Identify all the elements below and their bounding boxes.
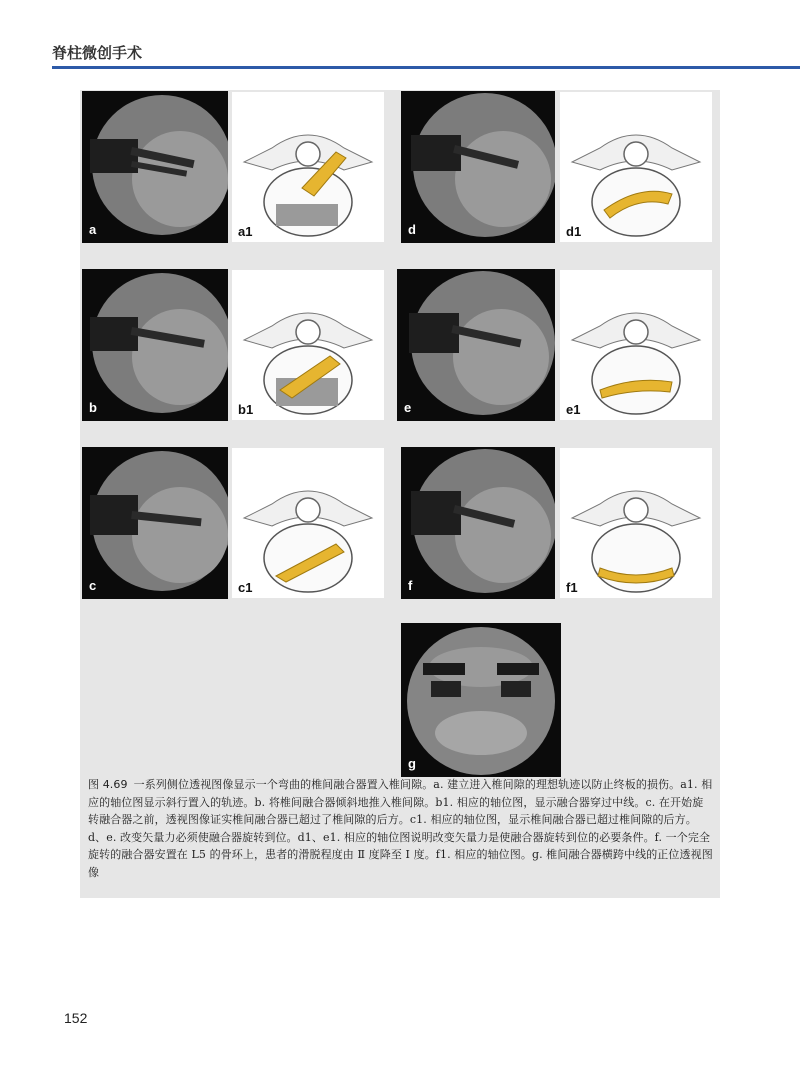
xray-panel-f — [401, 447, 555, 599]
axial-panel-a1 — [232, 92, 384, 242]
axial-panel-e1 — [560, 270, 712, 420]
running-header: 脊柱微创手术 — [52, 44, 143, 62]
xray-image-b — [82, 269, 228, 421]
page-number: 152 — [64, 1010, 88, 1026]
xray-panel-a — [82, 91, 228, 243]
xray-image-e — [397, 269, 555, 421]
axial-image-b1 — [232, 270, 384, 420]
panel-label-f: f — [408, 578, 413, 593]
xray-image-f — [401, 447, 555, 599]
panel-label-e: e — [404, 400, 412, 415]
xray-panel-b — [82, 269, 228, 421]
figure-caption — [88, 776, 714, 882]
panel-label-b1: b1 — [238, 402, 254, 417]
xray-image-g — [401, 623, 561, 777]
panel-label-d: d — [408, 222, 416, 237]
xray-panel-e — [397, 269, 555, 421]
axial-image-c1 — [232, 448, 384, 598]
caption-text: 一系列侧位透视图像显示一个弯曲的椎间融合器置入椎间隙。a. 建立进入椎间隙的理想轨迹以防止终板的损伤。a1. 相应的轴位图显示斜行置入的轨迹。b. 将椎间融合器倾斜地推入椎间隙。b1. 相应的轴位图，显示融合器穿过中线。c. 在开始旋转融合器之前，透视图像证实椎间融合器已超过了椎间隙的后方。c1. 相应的轴位图，显示椎间融合器已超过椎间隙的后方。d、e. 改变矢量力必须使融合器旋转到位。d1、e1. 相应的轴位图说明改变矢量力是使融合器旋转到位的必要条件。f. 一个完全旋转的融合器安置在 L5 的骨环上，患者的滑脱程度由 Ⅱ 度降至 Ⅰ 度。f1. 相应的轴位图。g. 椎间融合器横跨中线的正位透视图像 — [88, 778, 713, 879]
panel-label-b: b — [89, 400, 97, 415]
header-rule — [52, 66, 800, 69]
panel-label-a1: a1 — [238, 224, 253, 239]
panel-label-g: g — [408, 756, 416, 771]
panel-label-d1: d1 — [566, 224, 582, 239]
axial-panel-c1 — [232, 448, 384, 598]
axial-panel-f1 — [560, 448, 712, 598]
figure-number: 图 4.69 — [88, 778, 128, 791]
panel-label-f1: f1 — [566, 580, 578, 595]
xray-panel-g — [401, 623, 561, 777]
xray-image-c — [82, 447, 228, 599]
panel-label-e1: e1 — [566, 402, 581, 417]
panel-label-c1: c1 — [238, 580, 253, 595]
axial-panel-d1 — [560, 92, 712, 242]
axial-image-f1 — [560, 448, 712, 598]
xray-image-d — [401, 91, 555, 243]
axial-image-d1 — [560, 92, 712, 242]
xray-image-a — [82, 91, 228, 243]
axial-image-e1 — [560, 270, 712, 420]
panel-label-c: c — [89, 578, 97, 593]
axial-panel-b1 — [232, 270, 384, 420]
xray-panel-d — [401, 91, 555, 243]
axial-image-a1 — [232, 92, 384, 242]
xray-panel-c — [82, 447, 228, 599]
panel-label-a: a — [89, 222, 97, 237]
